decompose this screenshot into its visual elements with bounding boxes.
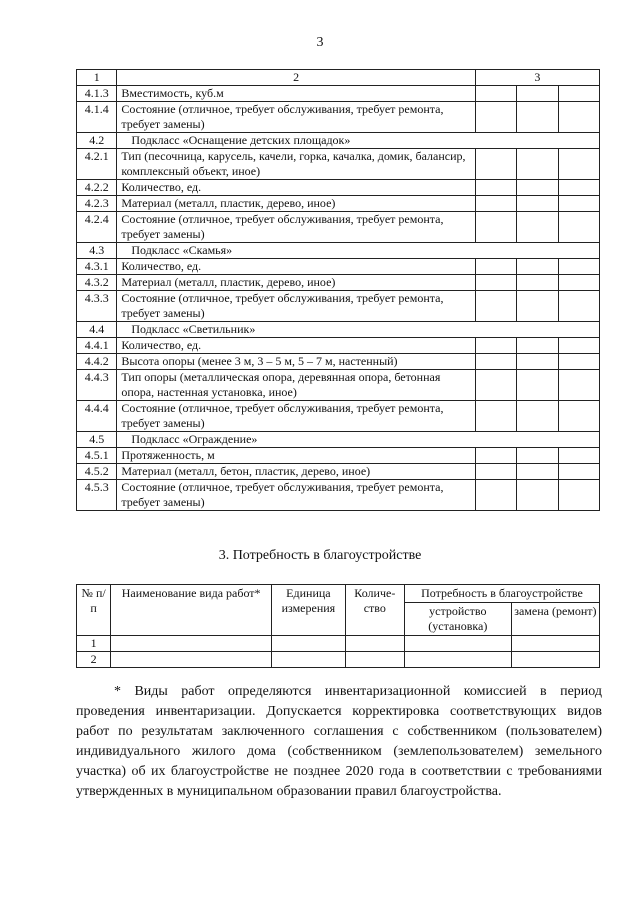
- row-number: 1: [77, 636, 111, 652]
- row-number: 4.2.1: [77, 149, 117, 180]
- empty-cell: [517, 354, 558, 370]
- table-row: [77, 432, 600, 448]
- table-row: [77, 401, 600, 432]
- row-number: 4.4.2: [77, 354, 117, 370]
- header-col-3: 3: [475, 70, 599, 86]
- table-row: [77, 464, 600, 480]
- table-row: [77, 354, 600, 370]
- row-number: 2: [77, 652, 111, 668]
- empty-cell: [517, 448, 558, 464]
- table-row: [77, 259, 600, 275]
- empty-cell: [558, 464, 599, 480]
- row-number: 4.1.4: [77, 102, 117, 133]
- table-row: [77, 102, 600, 133]
- empty-cell: [475, 401, 516, 432]
- col-install-header: устройство (установка): [404, 603, 511, 636]
- empty-cell: [517, 86, 558, 102]
- empty-cell: [517, 212, 558, 243]
- empty-cell: [517, 196, 558, 212]
- table-row: [77, 196, 600, 212]
- table-header-row: [77, 70, 600, 86]
- table-row: [77, 212, 600, 243]
- row-text: Материал (металл, пластик, дерево, иное): [117, 275, 475, 291]
- empty-cell: [558, 180, 599, 196]
- row-text: Состояние (отличное, требует обслуживания, требует ремонта, требует замены): [117, 102, 475, 133]
- table-row: [77, 448, 600, 464]
- empty-cell: [475, 180, 516, 196]
- table-row: [77, 652, 600, 668]
- row-number: 4.3.3: [77, 291, 117, 322]
- row-number: 4.5.2: [77, 464, 117, 480]
- empty-cell: [475, 149, 516, 180]
- header-col-2: 2: [117, 70, 475, 86]
- row-text: Состояние (отличное, требует обслуживания, требует ремонта, требует замены): [117, 480, 475, 511]
- empty-cell: [517, 259, 558, 275]
- empty-cell: [517, 480, 558, 511]
- table-row: [77, 133, 600, 149]
- empty-cell: [517, 291, 558, 322]
- empty-cell: [517, 370, 558, 401]
- empty-cell: [517, 338, 558, 354]
- footnote: [76, 682, 602, 802]
- empty-cell: [517, 464, 558, 480]
- empty-cell: [475, 212, 516, 243]
- empty-cell: [558, 196, 599, 212]
- row-number: 4.5.1: [77, 448, 117, 464]
- row-number: 4.4: [77, 322, 117, 338]
- table-row: [77, 275, 600, 291]
- row-number: 4.2: [77, 133, 117, 149]
- empty-cell: [272, 636, 346, 652]
- empty-cell: [475, 275, 516, 291]
- empty-cell: [517, 401, 558, 432]
- empty-cell: [558, 259, 599, 275]
- empty-cell: [475, 480, 516, 511]
- empty-cell: [404, 652, 511, 668]
- table-row: [77, 636, 600, 652]
- page-number: 3: [316, 35, 324, 50]
- empty-cell: [558, 102, 599, 133]
- empty-cell: [272, 652, 346, 668]
- row-number: 4.2.2: [77, 180, 117, 196]
- footnote-text: * Виды работ определяются инвентаризационной комиссией в период проведения инвентаризации. Допускается корректировка соответствующих видов работ по результатам заключенного соглашения с собственником (пользователем) индивидуального жилого дома (собственником (землепользователем) земельного участка) об их благоустройстве не позднее 2020 года в соответствии с требованиями утвержденных в муниципальном образовании правил благоустройства.: [76, 684, 602, 799]
- empty-cell: [558, 275, 599, 291]
- row-text: Количество, ед.: [117, 259, 475, 275]
- row-number: 4.3.1: [77, 259, 117, 275]
- empty-cell: [511, 652, 599, 668]
- table-row: [77, 480, 600, 511]
- empty-cell: [558, 149, 599, 180]
- empty-cell: [558, 354, 599, 370]
- empty-cell: [558, 86, 599, 102]
- empty-cell: [517, 275, 558, 291]
- header-col-1: 1: [77, 70, 117, 86]
- empty-cell: [404, 636, 511, 652]
- col-unit-header: Единица измерения: [272, 585, 346, 636]
- row-text: Тип опоры (металлическая опора, деревянная опора, бетонная опора, настенная установка, иное): [117, 370, 475, 401]
- empty-cell: [475, 370, 516, 401]
- table-row: [77, 243, 600, 259]
- empty-cell: [111, 636, 272, 652]
- row-number: 4.3.2: [77, 275, 117, 291]
- empty-cell: [558, 448, 599, 464]
- empty-cell: [558, 370, 599, 401]
- row-text: Подкласс «Ограждение»: [117, 432, 600, 448]
- empty-cell: [517, 102, 558, 133]
- row-text: Подкласс «Скамья»: [117, 243, 600, 259]
- empty-cell: [475, 102, 516, 133]
- row-text: Вместимость, куб.м: [117, 86, 475, 102]
- row-number: 4.2.3: [77, 196, 117, 212]
- row-text: Состояние (отличное, требует обслуживания, требует ремонта, требует замены): [117, 212, 475, 243]
- row-text: Количество, ед.: [117, 338, 475, 354]
- empty-cell: [475, 338, 516, 354]
- row-number: 4.4.1: [77, 338, 117, 354]
- col-replace-header: замена (ремонт): [511, 603, 599, 636]
- row-text: Материал (металл, пластик, дерево, иное): [117, 196, 475, 212]
- empty-cell: [558, 291, 599, 322]
- empty-cell: [475, 259, 516, 275]
- col-quantity-header: Количе-ство: [345, 585, 404, 636]
- empty-cell: [558, 338, 599, 354]
- empty-cell: [475, 86, 516, 102]
- row-text: Состояние (отличное, требует обслуживания, требует ремонта, требует замены): [117, 401, 475, 432]
- empty-cell: [345, 652, 404, 668]
- table-row: [77, 370, 600, 401]
- row-number: 4.5.3: [77, 480, 117, 511]
- row-text: Количество, ед.: [117, 180, 475, 196]
- row-number: 4.4.3: [77, 370, 117, 401]
- empty-cell: [558, 480, 599, 511]
- row-number: 4.1.3: [77, 86, 117, 102]
- inventory-table: [76, 69, 600, 511]
- row-text: Подкласс «Оснащение детских площадок»: [117, 133, 600, 149]
- row-text: Состояние (отличное, требует обслуживания, требует ремонта, требует замены): [117, 291, 475, 322]
- col-number-header: № п/п: [77, 585, 111, 636]
- row-text: Материал (металл, бетон, пластик, дерево, иное): [117, 464, 475, 480]
- row-number: 4.4.4: [77, 401, 117, 432]
- table-row: [77, 180, 600, 196]
- empty-cell: [475, 464, 516, 480]
- col-need-header: Потребность в благоустройстве: [404, 585, 599, 603]
- table-row: [77, 338, 600, 354]
- empty-cell: [558, 401, 599, 432]
- empty-cell: [511, 636, 599, 652]
- table-row: [77, 291, 600, 322]
- empty-cell: [475, 448, 516, 464]
- row-text: Тип (песочница, карусель, качели, горка, качалка, домик, балансир, комплексный объект, иное): [117, 149, 475, 180]
- needs-table: [76, 584, 600, 668]
- empty-cell: [517, 149, 558, 180]
- table-row: [77, 149, 600, 180]
- empty-cell: [558, 212, 599, 243]
- empty-cell: [475, 291, 516, 322]
- row-number: 4.3: [77, 243, 117, 259]
- col-work-name-header: Наименование вида работ*: [111, 585, 272, 636]
- table-row: [77, 322, 600, 338]
- empty-cell: [345, 636, 404, 652]
- row-text: Протяженность, м: [117, 448, 475, 464]
- empty-cell: [475, 354, 516, 370]
- row-text: Подкласс «Светильник»: [117, 322, 600, 338]
- section-title: 3. Потребность в благоустройстве: [218, 548, 422, 563]
- row-text: Высота опоры (менее 3 м, 3 – 5 м, 5 – 7 м, настенный): [117, 354, 475, 370]
- row-number: 4.2.4: [77, 212, 117, 243]
- empty-cell: [517, 180, 558, 196]
- row-number: 4.5: [77, 432, 117, 448]
- empty-cell: [111, 652, 272, 668]
- empty-cell: [475, 196, 516, 212]
- table-row: [77, 86, 600, 102]
